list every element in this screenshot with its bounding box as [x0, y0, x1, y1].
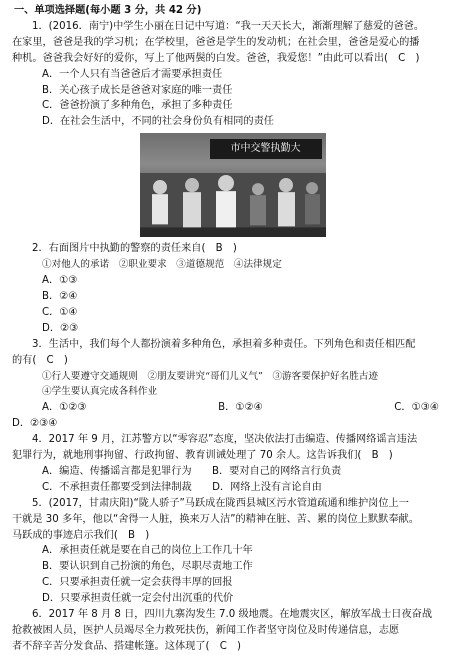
question-5-stem-line: 5．(2017，甘肃庆阳)“陇人骄子”马跃成在陇西县城区污水管道疏通和维护岗位上一	[32, 497, 409, 509]
question-3-statements-line: ①行人要遵守交通规则 ②朋友要讲究“哥们儿义气” ③游客要保护好名胜古迹	[42, 370, 378, 382]
question-2-option-b: B．②④	[42, 290, 78, 302]
question-4-stem-line: 4．2017 年 9 月，江苏警方以“零容忍”态度，坚决依法打击编造、传播网络谣言违法	[32, 434, 418, 446]
question-4	[12, 432, 453, 496]
question-1-option-a: A．一个人只有当爸爸后才需要承担责任	[42, 68, 223, 80]
question-6-stem-line: 6．2017 年 8 月 8 日，四川九寨沟发生 7.0 级地震。在地震灾区，解放军战士日夜奋战	[32, 609, 433, 621]
question-4-stem-line: 犯罪行为，就地刑事拘留、行政拘留、教育训诫处理了 70 余人。这告诉我们( B )	[12, 450, 393, 462]
photo-container	[12, 130, 453, 241]
question-6-stem-line: 者不辞辛苦分发食品、搭建帐篷。这体现了( C )	[12, 640, 241, 652]
question-4-options-row: A．编造、传播谣言都是犯罪行为 B．要对自己的网络言行负责	[42, 465, 342, 477]
question-1-option-c: C．爸爸扮演了多种角色，承担了多种责任	[42, 100, 233, 112]
traffic-police-photo	[140, 133, 326, 237]
question-4-options-row: C．不承担责任都要受到法律制裁 D．网络上没有言论自由	[42, 481, 322, 493]
question-5-stem-line: 干就是 30 多年，他以“舍得一人脏，换来万人洁”的精神在脏、苦、累的岗位上默默奉献。	[12, 513, 419, 525]
question-1-stem-line: 1．(2016．南宁)中学生小丽在日记中写道：“我一天天长大，渐渐理解了慈爱的爸爸。	[32, 20, 425, 32]
question-2-statements: ①对他人的承诺 ②职业要求 ③道德规范 ④法律规定	[42, 259, 282, 271]
question-3	[12, 337, 453, 432]
question-5-option-a: A．承担责任就是要在自己的岗位上工作几十年	[42, 545, 253, 557]
photo-sign: 市中交警执勤大	[210, 139, 322, 159]
question-1-option-b: B．关心孩子成长是爸爸对家庭的唯一责任	[42, 84, 233, 96]
question-3-options-row	[12, 400, 453, 416]
question-1-stem-line: 在家里，爸爸是我的学习机；在学校里，爸爸是学生的发动机；在社会里，爸爸是爱心的播	[12, 36, 420, 48]
question-6-stem-line: 抢救被困人员，医护人员竭尽全力救死扶伤，新闻工作者坚守岗位及时传递信息，志愿	[12, 625, 400, 636]
question-6	[12, 607, 453, 655]
question-5-option-c: C．只要承担责任就一定会获得丰厚的回报	[42, 577, 233, 589]
question-3-option-b: B．①②④	[218, 402, 263, 414]
question-3-option-c: C．①③④	[394, 402, 439, 414]
question-3-option-a: A．①②③	[42, 402, 87, 414]
question-2-option-a: A．①③	[42, 275, 78, 287]
crowd-illustration	[140, 173, 326, 237]
question-1-option-d: D．在社会生活中，不同的社会身份负有相同的责任	[42, 116, 274, 128]
question-2-option-c: C．①④	[42, 306, 78, 318]
question-2-stem: 2．右面图片中执勤的警察的责任来自( B )	[32, 243, 237, 255]
section-title: 一、单项选择题(每小题 3 分，共 42 分)	[14, 5, 202, 16]
question-1-stem-line: 种机。爸爸我会好好的爱你，写上了他两鬓的白发。爸爸，我爱您！”由此可以看出( C )	[12, 52, 420, 64]
question-3-stem-line: 3．生活中，我们每个人都扮演着多种角色，承担着多种责任。下列角色和责任相匹配	[32, 338, 416, 350]
question-2	[12, 241, 453, 336]
question-5-stem-line: 马跃成的事迹启示我们( B )	[12, 529, 150, 541]
question-3-option-d: D．②③④	[12, 418, 58, 430]
question-3-statements-line: ④学生要认真完成各科作业	[42, 386, 158, 398]
question-5	[12, 496, 453, 607]
question-3-stem-line: 的有( C )	[12, 354, 68, 366]
question-5-option-b: B．要认识到自己扮演的角色，尽职尽责地工作	[42, 561, 253, 573]
question-2-option-d: D．②③	[42, 322, 79, 334]
question-5-option-d: D．只要承担责任就一定会付出沉重的代价	[42, 593, 234, 605]
question-1	[12, 19, 453, 130]
